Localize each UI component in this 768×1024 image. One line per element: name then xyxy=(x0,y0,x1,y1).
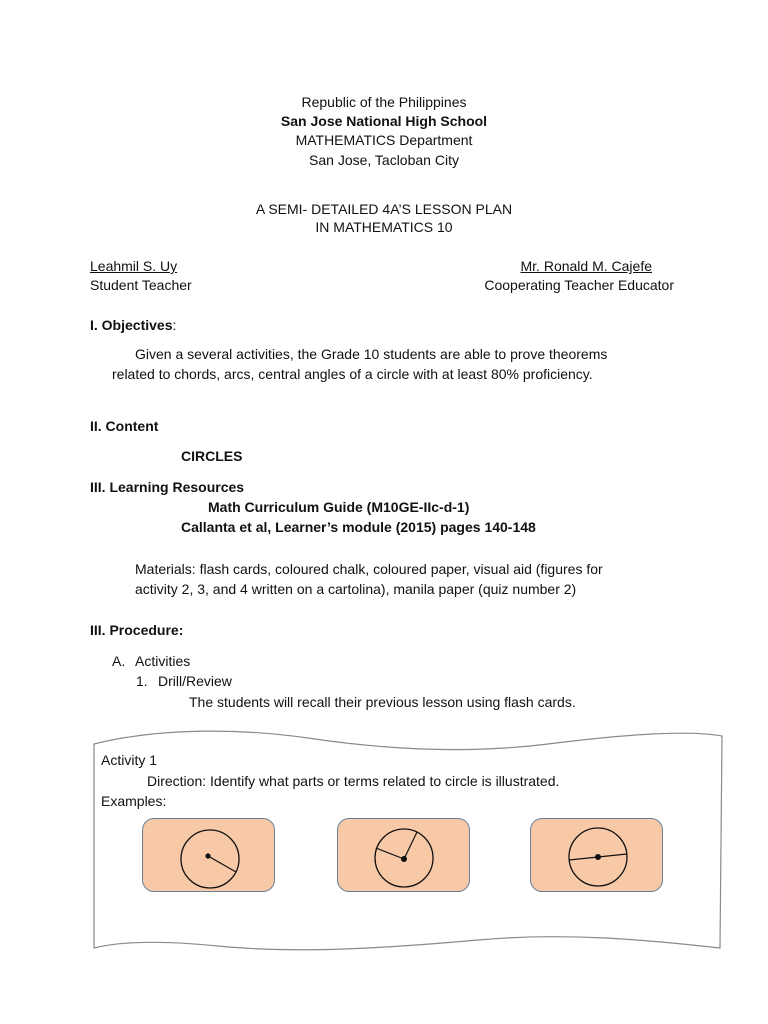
address-line: San Jose, Tacloban City xyxy=(309,152,459,168)
procedure-a-marker: A. xyxy=(112,653,126,669)
procedure-1-marker: 1. xyxy=(136,673,148,689)
student-teacher-name: Leahmil S. Uy xyxy=(90,258,178,274)
resource-curriculum-guide: Math Curriculum Guide (M10GE-IIc-d-1) xyxy=(208,499,470,515)
procedure-a-label: Activities xyxy=(135,653,191,669)
objectives-colon: : xyxy=(172,317,177,333)
plan-title-line2: IN MATHEMATICS 10 xyxy=(315,219,453,235)
circle-central-angle-icon xyxy=(338,819,471,893)
cooperating-teacher-role: Cooperating Teacher Educator xyxy=(484,277,674,293)
cooperating-teacher-name: Mr. Ronald M. Cajefe xyxy=(520,258,652,274)
objectives-line1: Given a several activities, the Grade 10 students are able to prove theorems xyxy=(135,346,608,362)
procedure-heading: III. Procedure: xyxy=(90,622,184,638)
resource-learner-module: Callanta et al, Learner’s module (2015) pages 140-148 xyxy=(181,519,536,535)
country-line: Republic of the Philippines xyxy=(301,94,467,110)
example-card-diameter xyxy=(530,818,663,892)
content-topic: CIRCLES xyxy=(181,448,243,464)
objectives-heading: I. Objectives xyxy=(90,317,173,333)
activity-examples-label: Examples: xyxy=(101,793,167,809)
materials-line1: Materials: flash cards, coloured chalk, coloured paper, visual aid (figures for xyxy=(135,561,603,577)
procedure-1-text: The students will recall their previous lesson using flash cards. xyxy=(189,694,576,710)
school-name: San Jose National High School xyxy=(280,113,488,129)
resources-heading: III. Learning Resources xyxy=(90,479,245,495)
content-heading: II. Content xyxy=(90,418,159,434)
student-teacher-role: Student Teacher xyxy=(90,277,192,293)
objectives-heading-row xyxy=(90,317,176,333)
circle-diameter-icon xyxy=(531,819,664,893)
objectives-line2: related to chords, arcs, central angles of a circle with at least 80% proficiency. xyxy=(112,366,593,382)
example-card-radius xyxy=(142,818,275,892)
department-line: MATHEMATICS Department xyxy=(295,132,473,148)
plan-title-line1: A SEMI- DETAILED 4A’S LESSON PLAN xyxy=(255,201,513,217)
activity-title: Activity 1 xyxy=(101,752,158,768)
materials-line2: activity 2, 3, and 4 written on a cartolina), manila paper (quiz number 2) xyxy=(135,581,577,597)
circle-radius-icon xyxy=(143,819,276,893)
example-card-central-angle xyxy=(337,818,470,892)
activity-direction: Direction: Identify what parts or terms related to circle is illustrated. xyxy=(147,773,560,789)
procedure-1-label: Drill/Review xyxy=(158,673,232,689)
